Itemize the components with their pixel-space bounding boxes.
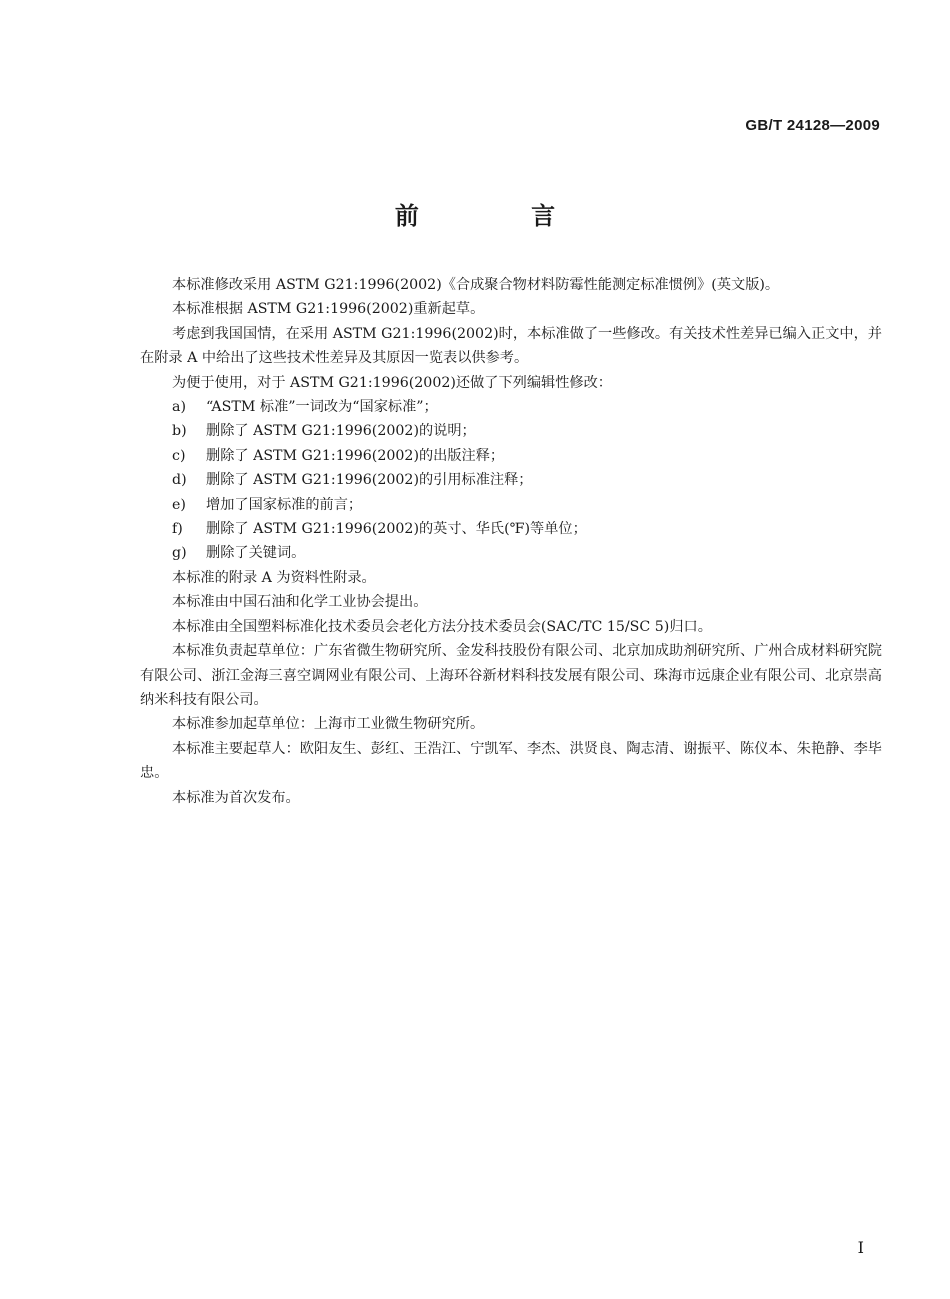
paragraph: 本标准的附录 A 为资料性附录。 — [172, 569, 376, 586]
list-item-text: 删除了 ASTM G21:1996(2002)的出版注释； — [206, 447, 505, 464]
paragraph: 本标准修改采用 ASTM G21:1996(2002)《合成聚合物材料防霉性能测定标准惯例》(英文版)。 — [172, 277, 780, 293]
list-marker: f) — [172, 521, 183, 538]
paragraph: 为便于使用，对于 ASTM G21:1996(2002)还做了下列编辑性修改： — [172, 374, 612, 391]
list-item-text: 删除了 ASTM G21:1996(2002)的说明； — [206, 423, 476, 440]
paragraph: 本标准参加起草单位：上海市工业微生物研究所。 — [172, 716, 485, 733]
list-marker: g) — [172, 545, 187, 562]
paragraph: 本标准主要起草人：欧阳友生、彭红、王浩江、宁凯军、李杰、洪贤良、陶志清、谢振平、陈仪本、朱艳静、李毕忠。 — [140, 740, 882, 782]
list-marker: e) — [172, 496, 186, 513]
paragraph: 本标准由中国石油和化学工业协会提出。 — [172, 594, 428, 611]
list-marker: c) — [172, 447, 186, 464]
list-item — [140, 493, 882, 517]
list-item — [140, 444, 882, 468]
list-item-text: 删除了 ASTM G21:1996(2002)的英寸、华氏(℉)等单位； — [206, 521, 587, 538]
list-marker: d) — [172, 472, 187, 489]
list-item-text: 删除了 ASTM G21:1996(2002)的引用标准注释； — [206, 472, 533, 489]
paragraph: 本标准负责起草单位：广东省微生物研究所、金发科技股份有限公司、北京加成助剂研究所、广州合成材料研究院有限公司、浙江金海三喜空调网业有限公司、上海环谷新材料科技发展有限公司、珠海市远康企业有限公司、北京崇高纳米科技有限公司。 — [140, 643, 882, 708]
page-number: I — [857, 1238, 864, 1257]
list-item — [140, 468, 882, 492]
paragraph: 考虑到我国国情，在采用 ASTM G21:1996(2002)时，本标准做了一些修改。有关技术性差异已编入正文中，并在附录 A 中给出了这些技术性差异及其原因一览表以供参考。 — [140, 325, 882, 367]
paragraph: 本标准为首次发布。 — [172, 789, 300, 806]
foreword-body — [140, 273, 882, 810]
list-item — [140, 395, 882, 419]
page-title: 前 言 — [394, 202, 608, 230]
list-item — [140, 541, 882, 565]
list-item — [140, 419, 882, 443]
list-marker: a) — [172, 399, 186, 416]
paragraph: 本标准根据 ASTM G21:1996(2002)重新起草。 — [172, 301, 485, 318]
list-item-text: 删除了关键词。 — [206, 545, 306, 562]
paragraph: 本标准由全国塑料标准化技术委员会老化方法分技术委员会(SAC/TC 15/SC 5)归口。 — [172, 618, 712, 635]
standard-code: GB/T 24128—2009 — [745, 117, 880, 134]
list-item — [140, 517, 882, 541]
list-marker: b) — [172, 423, 187, 440]
list-item-text: 增加了国家标准的前言； — [206, 496, 363, 513]
list-item-text: “ASTM 标准”一词改为“国家标准”； — [206, 399, 438, 416]
